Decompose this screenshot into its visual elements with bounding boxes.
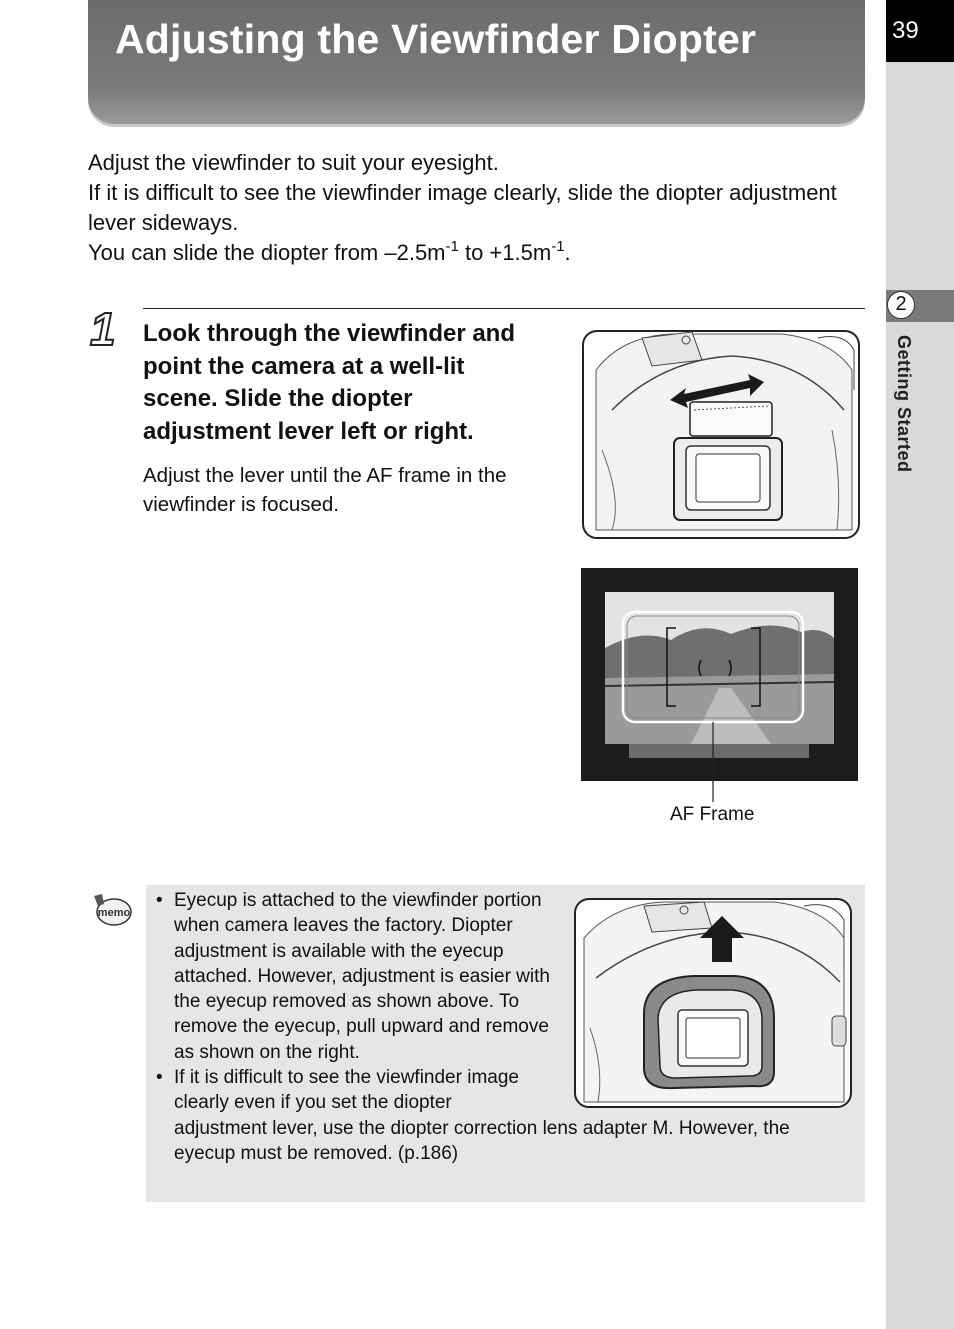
intro-line-3-end: . [564, 240, 571, 265]
step-body: Adjust the lever until the AF frame in the viewfinder is focused. [143, 464, 507, 516]
step-heading: Look through the viewfinder and point the camera at a well-lit scene. Slide the diopter adjustment lever left or right. [143, 320, 515, 445]
af-frame-label: AF Frame [670, 804, 755, 825]
intro-line-3-middle: to +1.5m [458, 240, 552, 265]
memo-item-2-text-2: adjustment lever, use the diopter correction lens adapter M. However, the eyecup must be removed. (p.186) [174, 1117, 790, 1164]
chapter-number: 2 [887, 291, 915, 319]
intro-line-1: Adjust the viewfinder to suit your eyesight. [88, 150, 499, 175]
intro-text [88, 148, 868, 268]
eyecup-removal-illustration [574, 898, 852, 1110]
memo-item-1-text: • Eyecup is attached to the viewfinder portion when camera leaves the factory. Diopter adjustment is available with the eyecup attached. However, adjustment is easier with the eyecup removed as shown above. To remove the eyecup, pull upward and remove as shown on the right. [174, 890, 550, 1063]
intro-line-2: If it is difficult to see the viewfinder image clearly, slide the diopter adjustment lever sideways. [88, 180, 837, 235]
viewfinder-view-illustration [581, 568, 858, 804]
superscript-2: -1 [551, 238, 565, 255]
page-title: Adjusting the Viewfinder Diopter [115, 16, 757, 62]
memo-icon-text: memo [97, 907, 131, 919]
chapter-title: Getting Started [894, 335, 914, 473]
side-tab-strip [886, 0, 954, 1329]
step-number: 1 [90, 303, 116, 355]
superscript-1: -1 [445, 238, 459, 255]
diopter-lever-illustration [582, 330, 860, 540]
intro-line-3 [88, 238, 868, 268]
memo-item-2-text-1: • If it is difficult to see the viewfinder image clearly even if you set the diopter [174, 1067, 519, 1114]
step-divider [143, 308, 865, 309]
memo-icon [90, 890, 134, 930]
intro-line-3-prefix: You can slide the diopter from –2.5m [88, 240, 446, 265]
page-number: 39 [886, 0, 954, 62]
